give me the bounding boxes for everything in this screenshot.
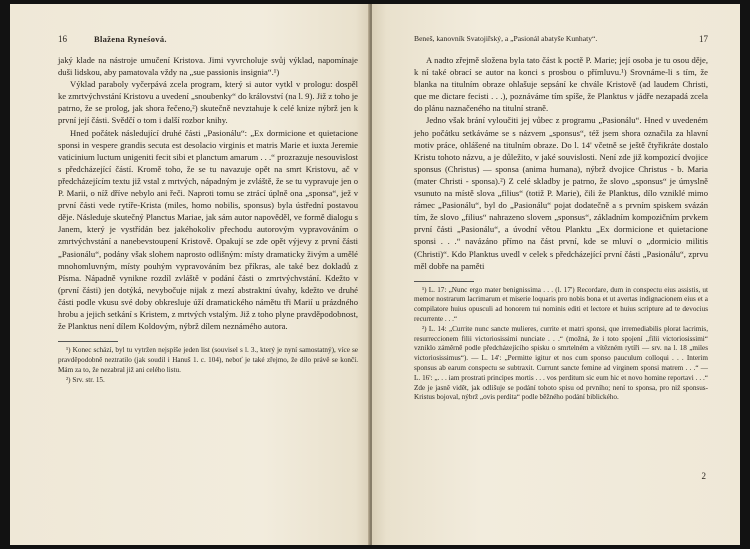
right-page [372, 4, 740, 545]
page-number: 17 [699, 34, 708, 44]
left-page-body [58, 54, 358, 332]
left-footnotes [58, 346, 358, 385]
right-footnotes [414, 286, 708, 404]
left-page [10, 4, 370, 545]
footnote: ¹) L. 17: „Nunc ergo mater benignissima . . . (l. 17') Recordare, dum in conspectu eius assistis, ut memor nostrarum lacrimarum et miserie loquaris pro nobis bona et ut avertas indignacionem eius et a compilatore huius opusculi ad honorem tui nominis editi et lectore et huius scripture ad te devocius recurrente . . .“ [414, 285, 708, 324]
right-page-body [414, 54, 708, 272]
footnote: ¹) Konec schází, byl tu vytržen nejspíše jeden list (souvisel s l. 3., který je nyní samostatný), více se pravděpodobně neztratilo (jak soudil i Hanuš 1. c. 104), neboť je také zřejmo, že dílo právě se končí. Mám za to, že nezabral již ani celého listu. [58, 346, 358, 374]
footnote: ²) L. 14: „Currite nunc sancte mulieres, currite et matri sponsi, que irremediabilis plorat lacrimis, resurreccionem filii victoriosissimi nunciate . . .“ (možná, že i toto spojení „filii victoriosissimi“ vzniklo záměrně podle předcházejícího spisku o smrtelném a vítězném rytíři — srv. na l. 18 „miles victoriosissimus“). — L. 14': „Permitte igitur et nos cum sponso pauculum colloqui . . . Interim sponsus ab earum conspectu se subtraxit. Currunt sancte femine ad virginem sponsi matrem . . .“ — L. 16': „. . . iam prostrati principes mortis . . . vos perditum sic eum hic et novo homine reportavi . . .“ Zde je jasně vidět, jak odlišuje se podání tohoto spisu od prvního; není to sponsa, pro niž sponsus-Kristus bojoval, nýbrž „ovis perdita“ podle běžného podání biblického. [414, 324, 708, 402]
page-number: 16 [58, 34, 67, 44]
right-page-header [414, 32, 708, 48]
running-head: Blažena Ryneśová. [94, 34, 167, 44]
paragraph: Hned počátek následující druhé části „Pasionálu“: „Ex dormicione et quietacione sponsi in vespere grandis secuta est desolacio virginis et matris Marie et iuxta Jeremie vaticinium luctum unigeniti fecit sibi et planctum amarum . . .“ prozrazuje nesouvislost s předcházející částí. Kromě toho, že se tu navazuje opět na smrt Kristovu, ač v předcházejícím textu již vstal z mrtvých, nápadným je zvláště, že se tu vypravuje jen o P. Marii, o níž dříve nebylo ani řeči. Naproti tomu se ztrácí úplně ona „sponsa“, jež v první části vede rytíře-Krista (miles, homo nobilis, sponsus) byla ústřední postavou děje. Následuje skutečný Planctus Mariae, jak sám autor napověděl, ve formě dialogu s Janem, který je vystřídán bez jakéhokoliv přechodu autorovým vypravováním o zmrtvýchvstání a nanebevstoupení Kristově. Opakují se zde opět výjevy z první části „Pasionálu“, podány však slohem naprosto odlišným: místy dramaticky živým a umělé mnohomluvným, místy pouhým vypravováním bez příkras, ale také bez dokladů z Písma. Nápadně vynikne rozdíl zvláště v podání části o zmrtvýchvstání. Kdežto v (první části) jen dotýká, nevybočuje nijak z mezí abstraktní úvahy, kdežto ve druhé části podle vkusu své doby obkresluje úží dramatického námětu tři Marií u prázdného hrobu a jejich setkání s Kristem, z mrtvých vstalým. Již z toho plyne pravděpodobnost, že Planktus není dílem Koldovým, nýbrž dílem neznámého autora. [58, 127, 358, 332]
left-page-header [58, 32, 358, 48]
footnote-rule [58, 341, 118, 342]
running-head: Beneš, kanovník Svatojiřský, a „Pasionál abatyše Kunhaty“. [414, 34, 598, 43]
footnote-rule [414, 281, 474, 282]
footnote: ²) Srv. str. 15. [66, 375, 105, 384]
paragraph: Jedno však brání vyloučiti jej vůbec z programu „Pasionálu“. Hned v uvedeném jeho počátku setkáváme se s názvem „sponsus“, též jsem shora označila za hlavní motiv práce, ohlášené na titulním obraze. Do l. 14' včetně se ještě čtyřikráte dostalo Kristu tohoto názvu, a je důležito, v jaké souvislosti. Není zde již kompozicí dvojice sponsus (Christus) — sponsa (anima humana), nýbrž dvojice Christus - b. Maria (mater Christi - sponsa).²) Z celé skladby je patrno, že slovo „sponsus“ je úmyslně vsunuto na místě slova „filius“ (totiž P. Marie), čili že Planktus, dílo vzniklé mimo rámec „Pasionálu“, byl do „Pasionálu“ pojat dodatečně a s prvním spiskem svázán tím, že slovo „filius“ nahrazeno slovem „sponsus“, základním kompozičním prvkem první části „Pasionálu“, a úvodní větou Planktu „Ex dormicione et quietacione sponsi . . .“ navázáno přímo na část první, kde se mluví o „dormicio militis (Christi)“. Kdo Planktus uvedl v celek s předcházející první části „Pasionálu“, zprvu měl dobře na paměti [414, 115, 708, 271]
paragraph: A nadto zřejmě složena byla tato část k poctě P. Marie; její osoba je tu osou děje, k ní také obrací se autor na konci s prosbou o přímluvu.¹) Srovnáme-li s tím, že blanka na titulním obraze ohlašuje sepsání ke chvále Kristově (ad laudem Christi, que me dictare fecisti . . .), poznáváme tím spíše, že Planktus v jádře nezapadá zcela do plánu naznačeného na titulní straně. [414, 55, 708, 114]
signature-mark: 2 [701, 471, 706, 481]
paragraph: jaký klade na nástroje umučení Kristova. Jimi vyvrcholuje svůj výklad, napomínaje duši lidskou, aby pamatovala vždy na „sue passionis insignia“.¹) [58, 55, 358, 78]
paragraph: Výklad paraboly vyčerpává zcela program, který si autor vytkl v prologu: dospěl ke zmrtvýchvstání Kristovu a uvedení „snoubenky“ do království (na l. 9). Již z toho je patrno, že se prolog, jak shora řečeno,²) skutečně nevztahuje k celé knize nýbrž jen k první její části. Svědčí o tom i další rozbor knihy. [58, 79, 358, 126]
